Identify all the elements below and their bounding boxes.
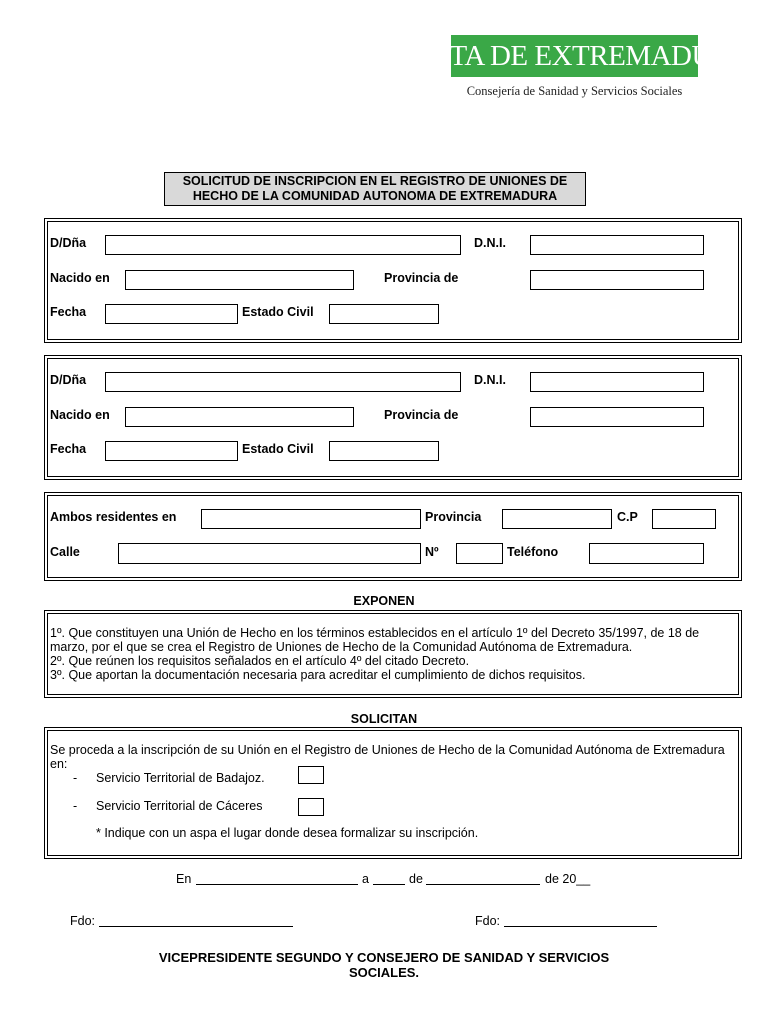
fdo-right-label: Fdo: bbox=[475, 914, 501, 928]
logo-title: JUNTA DE EXTREMADURA bbox=[397, 39, 752, 72]
solicitan-intro-line2: en: bbox=[50, 757, 68, 771]
residents-label: Ambos residentes en bbox=[50, 510, 177, 524]
street-label: Calle bbox=[50, 545, 80, 559]
person1-civil-field[interactable] bbox=[329, 304, 439, 324]
form-title-line2: HECHO DE LA COMUNIDAD AUTONOMA DE EXTREMADURA bbox=[192, 189, 558, 203]
exponen-line1: 1º. Que constituyen una Unión de Hecho en los términos establecidos en el artículo 1º del Decreto 35/1997, de 18 de bbox=[50, 626, 700, 640]
option2-label: Servicio Territorial de Cáceres bbox=[96, 799, 263, 813]
person1-province-field[interactable] bbox=[530, 270, 704, 290]
option1-dash: - bbox=[73, 771, 78, 785]
person1-born-label: Nacido en bbox=[50, 271, 110, 285]
addressee-line1: VICEPRESIDENTE SEGUNDO Y CONSEJERO DE SANIDAD Y SERVICIOS bbox=[158, 950, 610, 965]
residence-province-field[interactable] bbox=[502, 509, 612, 529]
person1-dni-label: D.N.I. bbox=[474, 236, 506, 250]
person1-name-field[interactable] bbox=[105, 235, 461, 255]
person1-dni-field[interactable] bbox=[530, 235, 704, 255]
option2-dash: - bbox=[73, 799, 78, 813]
person2-province-field[interactable] bbox=[530, 407, 704, 427]
person2-name-label: D/Dña bbox=[50, 373, 87, 387]
a-label: a bbox=[362, 872, 369, 886]
de-year-label: de 20__ bbox=[545, 872, 591, 886]
cp-field[interactable] bbox=[652, 509, 716, 529]
signature-right-line[interactable] bbox=[504, 926, 657, 927]
person1-born-field[interactable] bbox=[125, 270, 354, 290]
residents-field[interactable] bbox=[201, 509, 421, 529]
number-field[interactable] bbox=[456, 543, 503, 564]
addressee-line2: SOCIALES. bbox=[348, 965, 420, 980]
solicitan-heading: SOLICITAN bbox=[350, 712, 418, 726]
person1-name-label: D/Dña bbox=[50, 236, 87, 250]
de-label-1: de bbox=[409, 872, 423, 886]
form-title-line1: SOLICITUD DE INSCRIPCION EN EL REGISTRO DE UNIONES DE bbox=[182, 174, 568, 188]
place-line[interactable] bbox=[196, 884, 358, 885]
month-line[interactable] bbox=[426, 884, 540, 885]
number-label: Nº bbox=[425, 545, 439, 559]
person2-dni-field[interactable] bbox=[530, 372, 704, 392]
exponen-line2: marzo, por el que se crea el Registro de Uniones de Hecho de la Comunidad Autónoma de Extremadura. bbox=[50, 640, 633, 654]
residence-section bbox=[44, 492, 742, 581]
person1-date-field[interactable] bbox=[105, 304, 238, 324]
caceres-checkbox[interactable] bbox=[298, 798, 324, 816]
solicitan-intro bbox=[50, 743, 738, 771]
person2-born-label: Nacido en bbox=[50, 408, 110, 422]
residence-province-label: Provincia bbox=[425, 510, 482, 524]
logo-subtitle: Consejería de Sanidad y Servicios Sociales bbox=[466, 84, 683, 98]
phone-field[interactable] bbox=[589, 543, 704, 564]
day-line[interactable] bbox=[373, 884, 405, 885]
option1-label: Servicio Territorial de Badajoz. bbox=[96, 771, 265, 785]
person2-civil-field[interactable] bbox=[329, 441, 439, 461]
badajoz-checkbox[interactable] bbox=[298, 766, 324, 784]
solicitan-intro-line1: Se proceda a la inscripción de su Unión en el Registro de Uniones de Hecho de la Comunidad Autónoma de Extremadura bbox=[50, 743, 725, 757]
person2-date-label: Fecha bbox=[50, 442, 87, 456]
fdo-left-label: Fdo: bbox=[70, 914, 96, 928]
addressee-title bbox=[100, 950, 668, 980]
person1-province-label: Provincia de bbox=[384, 271, 459, 285]
exponen-text bbox=[50, 626, 738, 682]
person1-date-label: Fecha bbox=[50, 305, 87, 319]
solicitan-note: * Indique con un aspa el lugar donde desea formalizar su inscripción. bbox=[96, 826, 479, 840]
person2-dni-label: D.N.I. bbox=[474, 373, 506, 387]
person2-name-field[interactable] bbox=[105, 372, 461, 392]
person2-province-label: Provincia de bbox=[384, 408, 459, 422]
en-label: En bbox=[176, 872, 192, 886]
cp-label: C.P bbox=[617, 510, 638, 524]
junta-logo bbox=[397, 35, 752, 77]
person1-civil-label: Estado Civil bbox=[242, 305, 314, 319]
residence-inner-border bbox=[47, 495, 739, 578]
person2-born-field[interactable] bbox=[125, 407, 354, 427]
street-field[interactable] bbox=[118, 543, 421, 564]
person2-date-field[interactable] bbox=[105, 441, 238, 461]
signature-left-line[interactable] bbox=[99, 926, 293, 927]
exponen-line3: 2º. Que reúnen los requisitos señalados en el artículo 4º del citado Decreto. bbox=[50, 654, 470, 668]
phone-label: Teléfono bbox=[507, 545, 559, 559]
form-title bbox=[164, 172, 586, 206]
exponen-line4: 3º. Que aportan la documentación necesaria para acreditar el cumplimiento de dichos requisitos. bbox=[50, 668, 586, 682]
exponen-heading: EXPONEN bbox=[353, 594, 415, 608]
person2-civil-label: Estado Civil bbox=[242, 442, 314, 456]
